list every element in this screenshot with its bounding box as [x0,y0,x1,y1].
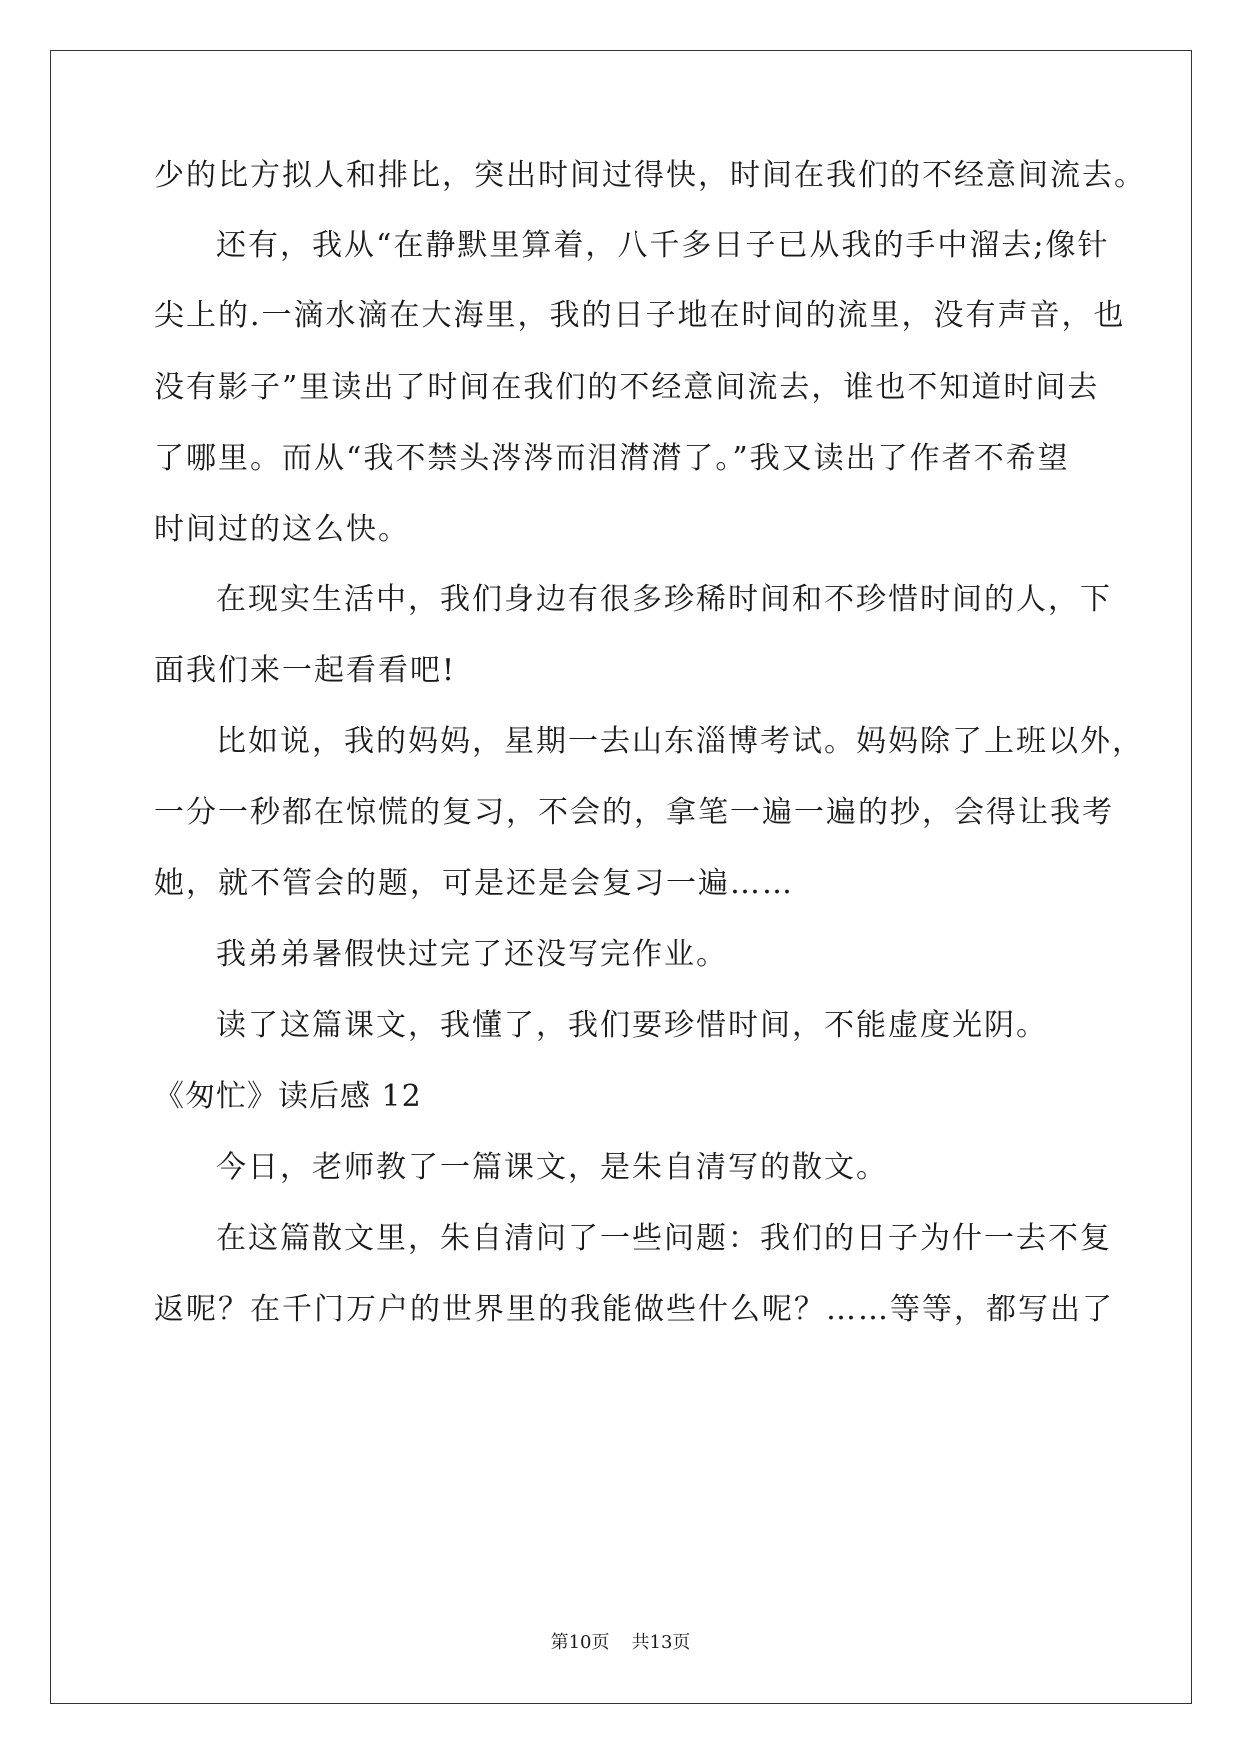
page-number-current: 第10页 [550,1632,610,1653]
body-line: 比如说，我的妈妈，星期一去山东淄博考试。妈妈除了上班以外， [216,724,1144,759]
body-line: 返呢？在千门万户的世界里的我能做些什么呢？……等等，都写出了 [154,1292,1114,1327]
body-line: 读了这篇课文，我懂了，我们要珍惜时间，不能虚度光阴。 [216,1008,1048,1043]
page-number-total: 共13页 [631,1632,691,1653]
body-line: 还有，我从“在静默里算着，八千多日子已从我的手中溜去;像针 [216,228,1110,263]
body-line: 她，就不管会的题，可是还是会复习一遍…… [154,866,794,901]
body-line: 面我们来一起看看吧! [154,653,457,688]
body-line: 时间过的这么快。 [154,512,410,547]
body-line: 一分一秒都在惊慌的复习，不会的，拿笔一遍一遍的抄，会得让我考 [154,795,1114,830]
body-line: 少的比方拟人和排比，突出时间过得快，时间在我们的不经意间流去。 [154,158,1146,193]
body-line: 在现实生活中，我们身边有很多珍稀时间和不珍惜时间的人，下 [216,582,1112,617]
body-line: 我弟弟暑假快过完了还没写完作业。 [216,937,728,972]
body-line: 了哪里。而从“我不禁头涔涔而泪潸潸了。”我又读出了作者不希望 [154,441,1070,476]
body-line: 在这篇散文里，朱自清问了一些问题：我们的日子为什一去不复 [216,1221,1112,1256]
body-line: 今日，老师教了一篇课文，是朱自清写的散文。 [216,1150,888,1185]
page-footer [0,1632,1241,1654]
section-heading: 《匆忙》读后感 12 [154,1079,422,1114]
body-line: 没有影子”里读出了时间在我们的不经意间流去，谁也不知道时间去 [154,370,1100,405]
body-line: 尖上的.一滴水滴在大海里，我的日子地在时间的流里，没有声音，也 [154,298,1126,333]
